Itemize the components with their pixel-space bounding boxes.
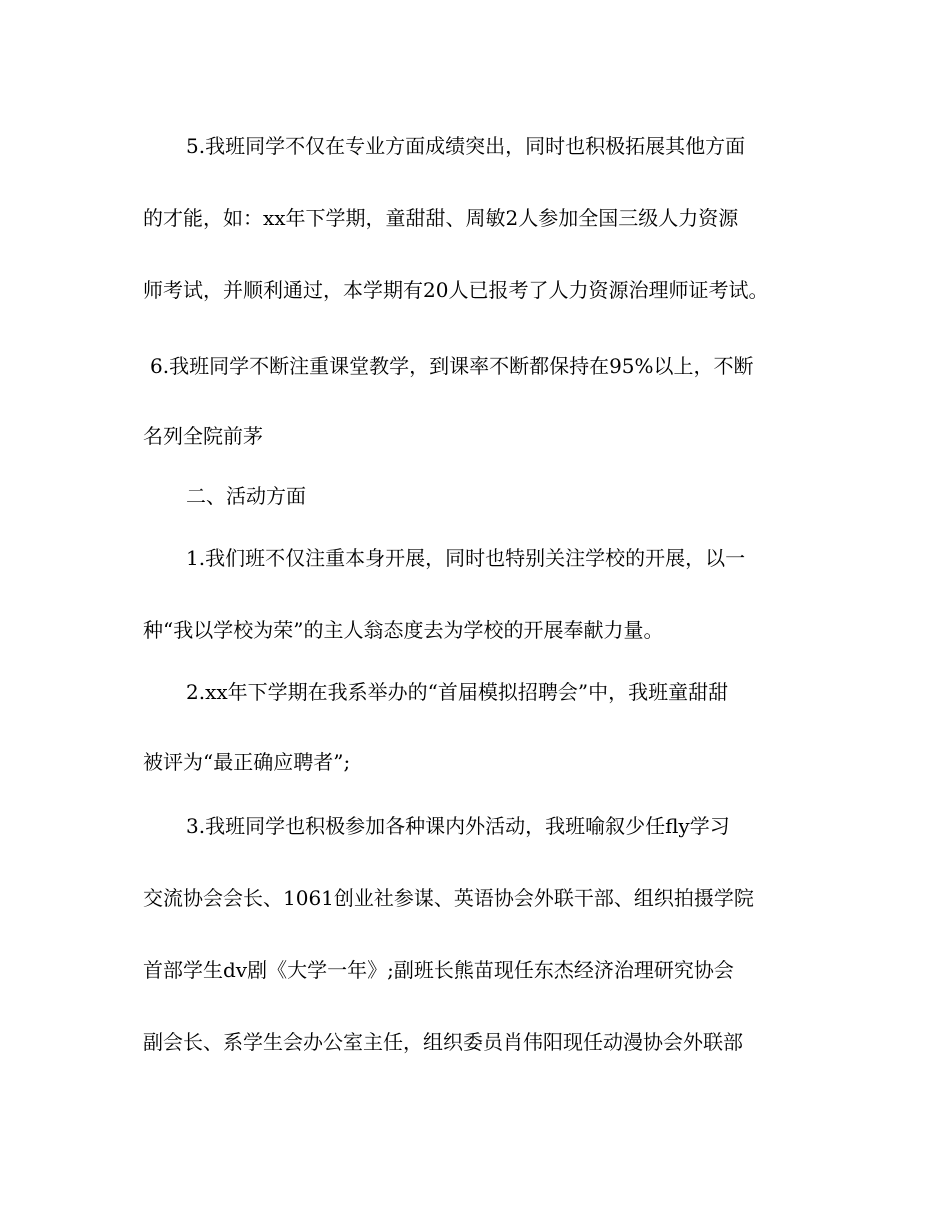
- paragraph-line-2: 的才能，如：xx年下学期，童甜甜、周敏2人参加全国三级人力资源: [143, 206, 739, 230]
- paragraph-line-8: 2.xx年下学期在我系举办的“首届模拟招聘会”中，我班童甜甜: [186, 680, 729, 704]
- paragraph-line-7: 种“我以学校为荣”的主人翁态度去为学校的开展奉献力量。: [143, 618, 664, 642]
- paragraph-line-4: 6.我班同学不断注重课堂教学，到课率不断都保持在95%以上，不断: [150, 354, 754, 378]
- paragraph-line-13: 副会长、系学生会办公室主任，组织委员肖伟阳现任动漫协会外联部: [143, 1030, 743, 1054]
- paragraph-line-1: 5.我班同学不仅在专业方面成绩突出，同时也积极拓展其他方面: [186, 134, 746, 158]
- paragraph-line-3: 师考试，并顺利通过，本学期有20人已报考了人力资源治理师证考试。: [143, 278, 769, 302]
- paragraph-line-11: 交流协会会长、1061创业社参谋、英语协会外联干部、组织拍摄学院: [143, 886, 754, 910]
- paragraph-line-12: 首部学生dv剧《大学一年》;副班长熊苗现任东杰经济治理研究协会: [143, 958, 734, 982]
- section-heading: 二、活动方面: [186, 484, 306, 508]
- paragraph-line-6: 1.我们班不仅注重本身开展，同时也特别关注学校的开展，以一: [186, 546, 746, 570]
- paragraph-line-10: 3.我班同学也积极参加各种课内外活动，我班喻叙少任fly学习: [186, 814, 730, 838]
- paragraph-line-9: 被评为“最正确应聘者”;: [143, 750, 351, 774]
- paragraph-line-5: 名列全院前茅: [143, 424, 263, 448]
